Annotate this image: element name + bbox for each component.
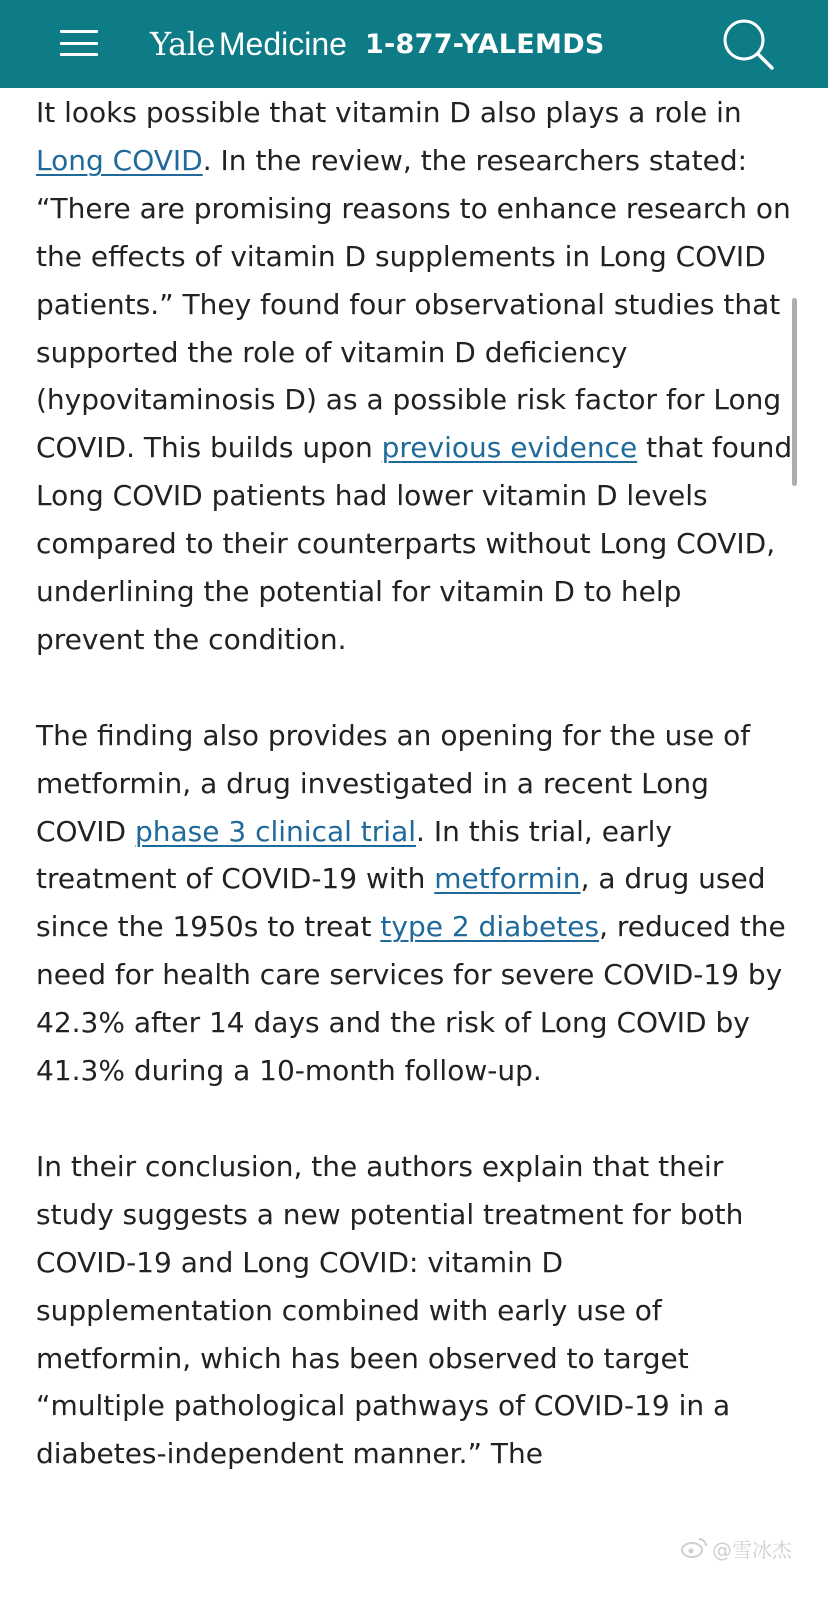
article-paragraph-1 (36, 89, 796, 664)
text-span: It looks possible that vitamin D also plays a role in (36, 96, 742, 129)
article-paragraph-3 (36, 1143, 796, 1478)
text-span: that found Long COVID patients had lower vitamin D levels compared to their counterparts without Long COVID, underlining the potential for vitamin D to help prevent the condition. (36, 431, 793, 656)
text-span: . In the review, the researchers stated: “There are promising reasons to enhance research on the effects of vitamin D supplements in Long COVID patients.” They found four observational studies that supported the role of vitamin D deficiency (hypovitaminosis D) as a possible risk factor for Long COVID. This builds upon (36, 143, 791, 465)
search-icon (722, 18, 776, 72)
scrollbar-thumb[interactable] (792, 298, 797, 486)
long-covid-link[interactable]: Long COVID (36, 143, 203, 177)
article-body (36, 89, 796, 1526)
weibo-icon (680, 1536, 708, 1560)
metformin-link[interactable]: metformin (434, 862, 581, 896)
brand-logo[interactable] (150, 20, 605, 68)
watermark-text: @雪冰杰 (712, 1537, 792, 1562)
text-span: The finding also provides an opening for the use of metformin, a drug investigated in a recent Long COVID (36, 718, 751, 848)
phase-3-clinical-trial-link[interactable]: phase 3 clinical trial (134, 814, 417, 848)
text-span: In their conclusion, the authors explain that their study suggests a new potential treatment for both COVID-19 and Long COVID: vitamin D supplementation combined with early use of metformin, which has been observed to target “multiple pathological pathways of COVID-19 in a diabetes-independent manner.” The (36, 1149, 744, 1471)
menu-bar (60, 53, 98, 56)
type-2-diabetes-link[interactable]: type 2 diabetes (380, 910, 600, 944)
hamburger-menu-icon[interactable] (60, 30, 98, 56)
menu-bar (60, 42, 98, 45)
previous-evidence-link[interactable]: previous evidence (381, 431, 638, 465)
phone-number-link[interactable]: 1-877-YALEMDS (364, 28, 605, 60)
brand-yale: Yale (150, 25, 215, 63)
text-span: . In this trial, early treatment of COVID-19 with (36, 814, 672, 896)
article-paragraph-2 (36, 712, 796, 1095)
brand-medicine: Medicine (218, 25, 347, 62)
menu-bar (60, 30, 98, 33)
site-header (0, 0, 828, 88)
text-span: , a drug used since the 1950s to treat (36, 862, 766, 944)
text-span: , reduced the need for health care services for severe COVID-19 by 42.3% after 14 days and the risk of Long COVID by 41.3% during a 10-month follow-up. (36, 910, 786, 1088)
search-button[interactable] (722, 18, 776, 72)
watermark (680, 1533, 792, 1563)
